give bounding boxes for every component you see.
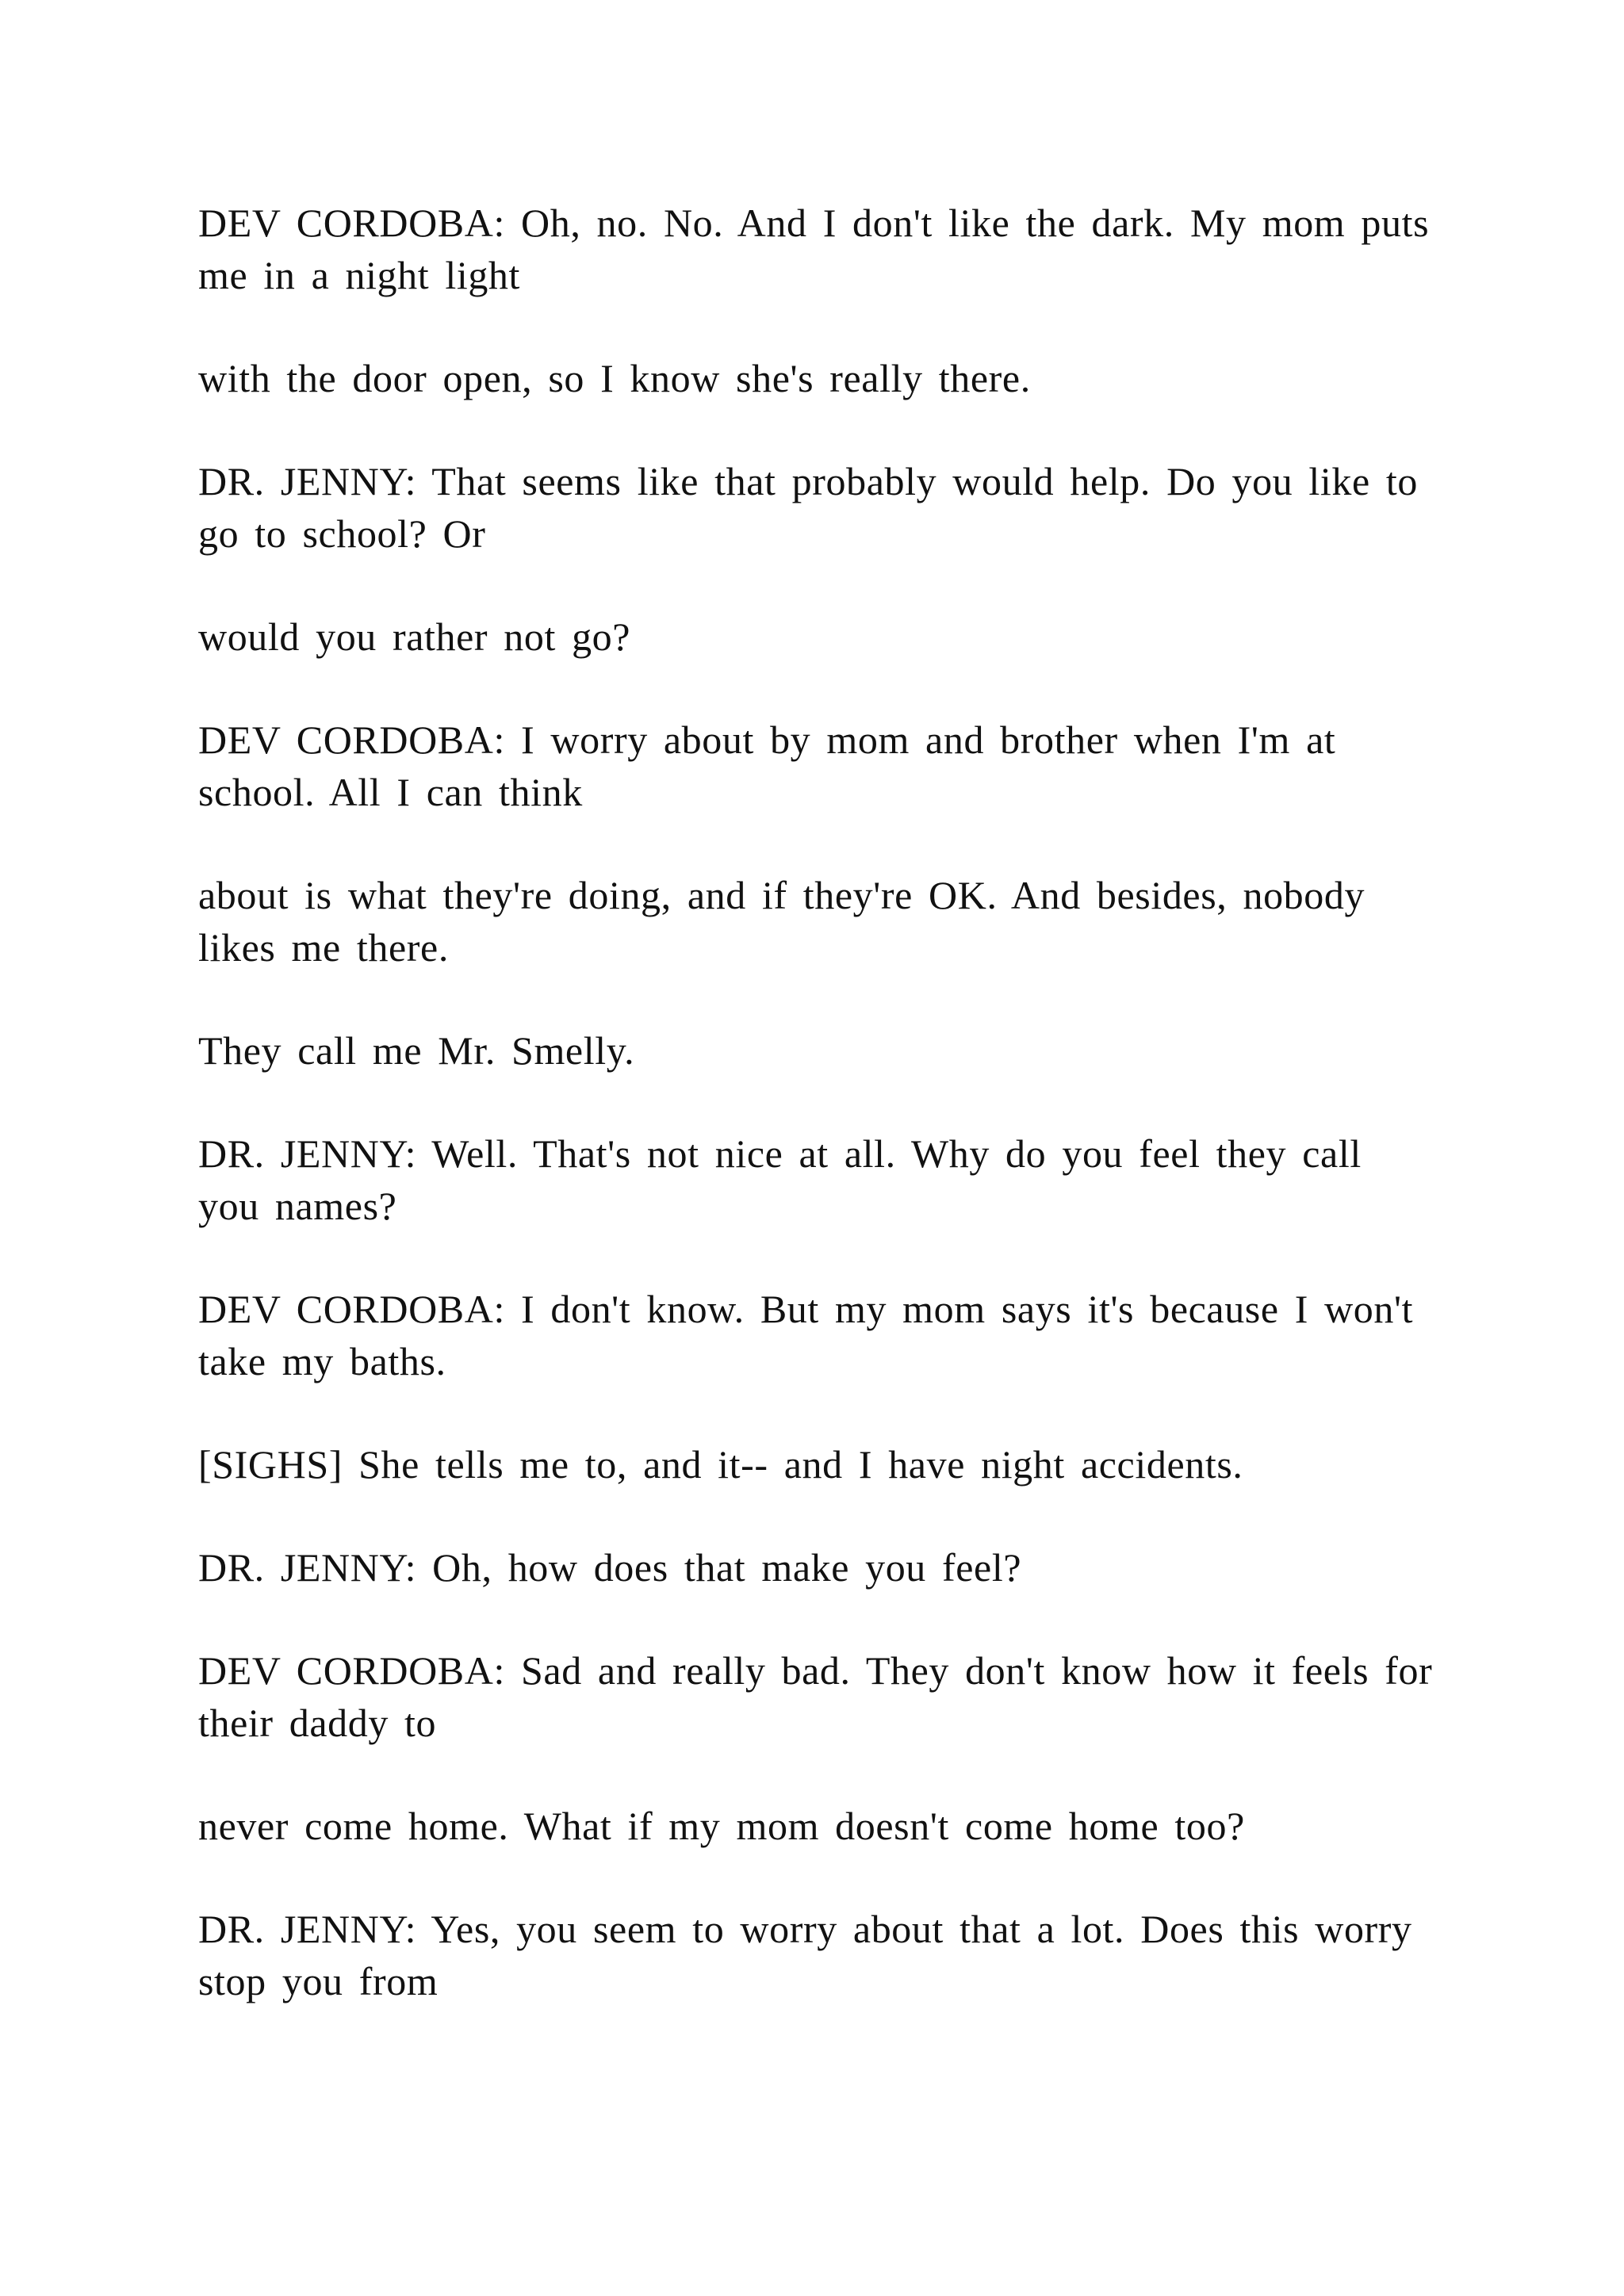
transcript-paragraph: [SIGHS] She tells me to, and it-- and I have night accidents.	[198, 1442, 1243, 1487]
transcript-paragraph: about is what they're doing, and if they're OK. And besides, nobody likes me there.	[198, 873, 1365, 970]
transcript-paragraph: DEV CORDOBA: I worry about by mom and brother when I'm at school. All I can think	[198, 718, 1336, 814]
transcript-paragraph: never come home. What if my mom doesn't come home too?	[198, 1804, 1245, 1848]
transcript-paragraph: DR. JENNY: Yes, you seem to worry about that a lot. Does this worry stop you from	[198, 1907, 1412, 2003]
transcript-paragraph: DEV CORDOBA: Sad and really bad. They don't know how it feels for their daddy to	[198, 1648, 1433, 1745]
transcript-paragraph: would you rather not go?	[198, 614, 631, 659]
transcript-paragraph: with the door open, so I know she's really there.	[198, 356, 1031, 400]
transcript-paragraph: They call me Mr. Smelly.	[198, 1028, 635, 1073]
transcript-body	[198, 197, 1435, 2007]
transcript-paragraph: DEV CORDOBA: Oh, no. No. And I don't like the dark. My mom puts me in a night light	[198, 201, 1430, 297]
transcript-paragraph: DR. JENNY: Well. That's not nice at all. Why do you feel they call you names?	[198, 1131, 1362, 1228]
transcript-paragraph: DR. JENNY: That seems like that probably would help. Do you like to go to school? Or	[198, 459, 1418, 556]
transcript-paragraph: DEV CORDOBA: I don't know. But my mom says it's because I won't take my baths.	[198, 1287, 1414, 1383]
transcript-paragraph: DR. JENNY: Oh, how does that make you feel?	[198, 1545, 1022, 1590]
